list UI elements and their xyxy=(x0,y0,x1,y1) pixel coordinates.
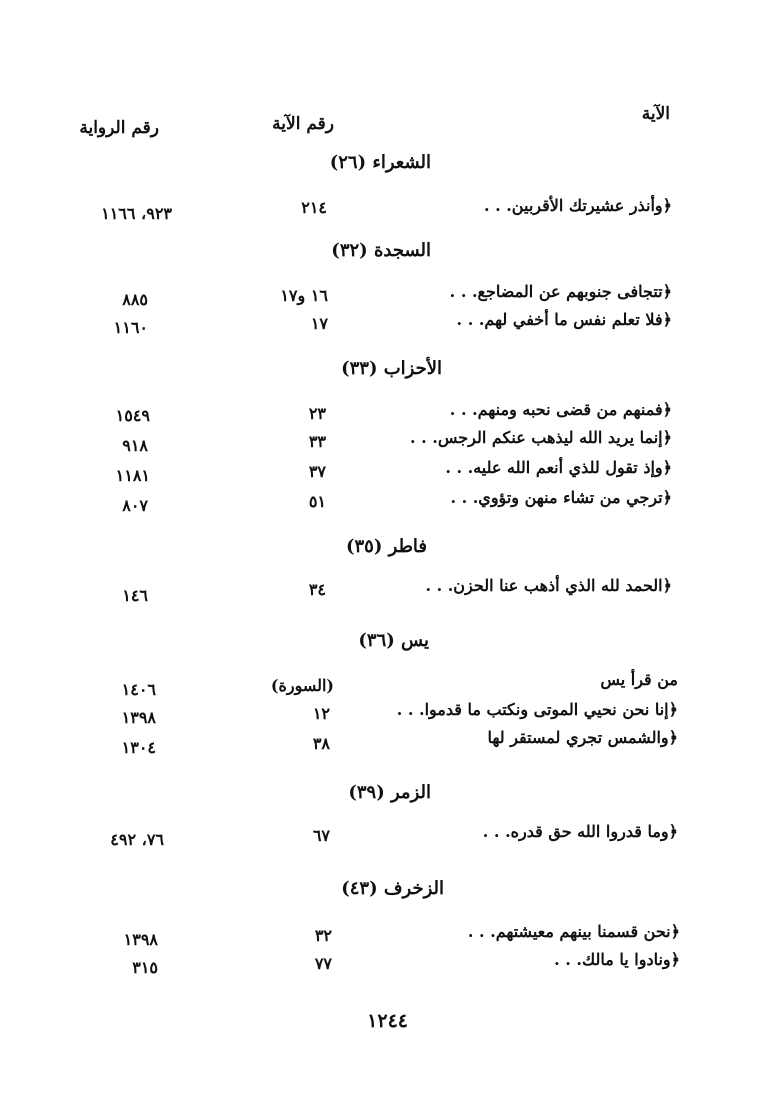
narration-number: ١٤٠٦ xyxy=(121,680,156,699)
narration-number: ٨٨٥ xyxy=(122,290,148,309)
aya-text: ﴿إنا نحن نحيي الموتى ونكتب ما قدموا. . . xyxy=(396,700,678,719)
aya-number: ٣٣ xyxy=(308,432,326,451)
aya-text: ﴿الحمد لله الذي أذهب عنا الحزن. . . xyxy=(425,576,672,595)
aya-number: ٣٤ xyxy=(308,580,326,599)
aya-number: ١٦ و١٧ xyxy=(280,286,328,305)
section-title: الشعراء (٢٦) xyxy=(329,152,431,173)
aya-number: ٥١ xyxy=(308,492,326,511)
aya-number: ٢٣ xyxy=(308,404,326,423)
header-aya-number: رقم الآية xyxy=(272,114,334,134)
aya-text: ﴿وإذ تقول للذي أنعم الله عليه. . . xyxy=(445,458,672,477)
aya-text: ﴿ونادوا يا مالك. . . xyxy=(554,950,680,969)
header-aya: الآية xyxy=(641,104,670,124)
narration-number: ١٣٩٨ xyxy=(121,708,156,727)
aya-text: ﴿نحن قسمنا بينهم معيشتهم. . . xyxy=(467,922,680,941)
aya-number: ٣٢ xyxy=(314,926,332,945)
narration-number: ١٤٦ xyxy=(122,586,148,605)
section-title: الزمر (٣٩) xyxy=(348,782,431,803)
section-title: الزخرف (٤٣) xyxy=(341,878,444,899)
aya-text: ﴿والشمس تجري لمستقر لها xyxy=(487,728,678,747)
aya-number: ٦٧ xyxy=(312,826,330,845)
narration-number: ٧٦، ٤٩٢ xyxy=(110,830,164,849)
narration-number: ٣١٥ xyxy=(132,958,158,977)
aya-text: من قرأ يس xyxy=(600,670,678,689)
narration-number: ١٥٤٩ xyxy=(115,406,150,425)
aya-text: ﴿وما قدروا الله حق قدره. . . xyxy=(482,822,678,841)
aya-number: ٣٧ xyxy=(308,462,326,481)
aya-number: ١٧ xyxy=(310,314,328,333)
aya-text: ﴿فمنهم من قضى نحبه ومنهم. . . xyxy=(449,400,672,419)
aya-number: (السورة) xyxy=(270,676,334,695)
narration-number: ١١٦٠ xyxy=(113,318,148,337)
narration-number: ٩٢٣، ١١٦٦ xyxy=(101,204,172,223)
aya-number: ٢١٤ xyxy=(301,198,327,217)
aya-number: ٧٧ xyxy=(314,954,332,973)
section-title: الأحزاب (٣٣) xyxy=(341,358,442,379)
aya-text: ﴿فلا تعلم نفس ما أخفي لهم. . . xyxy=(456,310,672,329)
section-title: فاطر (٣٥) xyxy=(345,536,427,557)
narration-number: ١٣٠٤ xyxy=(121,738,156,757)
aya-text: ﴿تتجافى جنوبهم عن المضاجع. . . xyxy=(449,282,672,301)
narration-number: ١٣٩٨ xyxy=(123,930,158,949)
narration-number: ٨٠٧ xyxy=(122,496,148,515)
aya-number: ١٢ xyxy=(312,704,330,723)
aya-text: ﴿وأنذر عشيرتك الأقربين. . . xyxy=(483,196,672,215)
narration-number: ١١٨١ xyxy=(115,466,150,485)
aya-text: ﴿ترجي من تشاء منهن وتؤوي. . . xyxy=(450,488,672,507)
narration-number: ٩١٨ xyxy=(122,436,148,455)
section-title: السجدة (٣٢) xyxy=(331,240,431,261)
section-title: يس (٣٦) xyxy=(358,630,429,651)
aya-text: ﴿إنما يريد الله ليذهب عنكم الرجس. . . xyxy=(410,428,672,447)
page-number: ١٢٤٤ xyxy=(367,1010,408,1032)
header-narration-number: رقم الرواية xyxy=(79,118,159,138)
aya-number: ٣٨ xyxy=(312,734,330,753)
